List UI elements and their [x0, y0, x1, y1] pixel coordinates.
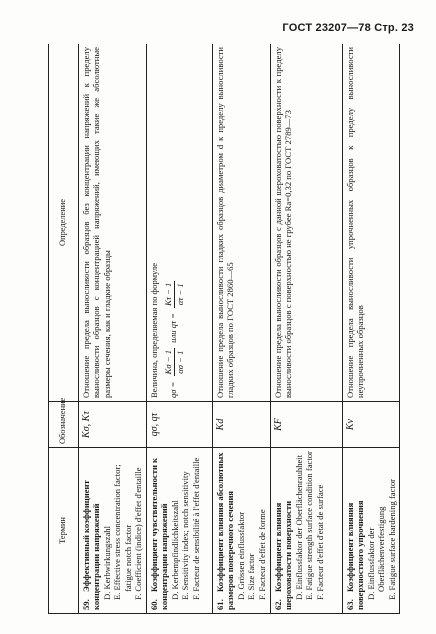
page-header: ГОСТ 23207—78 Стр. 23: [282, 22, 414, 34]
definition-cell: [147, 44, 213, 402]
column-header-symbol: Обозначение: [49, 402, 79, 448]
term-title: 60.Коэффициент чувствительности к концентрации напряжений: [149, 457, 170, 610]
column-header-definition: Определение: [49, 44, 79, 402]
rotated-table-frame: [48, 44, 400, 614]
term-translation: F. Facteur de sensibilité à l'effet d'entaille: [190, 457, 201, 600]
definition-cell: Отношение предела выносливости упрочненных образцов к пределу выносливости неупрочненных образцов: [343, 44, 400, 402]
term-title: 62.Коэффициент влияния шероховатости поверхности: [273, 500, 294, 610]
symbol-cell: Kd: [213, 402, 271, 448]
term-translation: E. Sensitivity index; notch sensitivity: [180, 471, 191, 600]
term-title: 59.Эффективный коэффициент концентрации напряжений: [81, 480, 102, 610]
term-cell: [79, 448, 147, 614]
column-header-term: Термин: [49, 448, 79, 614]
term-title: 63.Коэффициент влияния поверхностного упрочнения: [345, 500, 366, 610]
term-title: 61.Коэффициент влияния абсолютных размеров поперечного сечения: [215, 452, 236, 610]
formula: qσ = Kσ − 1 ασ − 1 или qτ = Kτ − 1 ατ − 1: [163, 282, 185, 398]
term-translation: D. Grössen einflussfaktor: [235, 511, 246, 600]
term-cell: [213, 448, 271, 614]
term-translation: D. Einflussfaktor der Oberflächenverfestigung: [365, 506, 387, 600]
symbol-cell: Kv: [343, 402, 400, 448]
definition-cell: Отношение предела выносливости гладких образцов диаметром d к пределу выносливости гладких образцов по ГОСТ 2860—65: [213, 44, 271, 402]
table-body: [79, 44, 400, 614]
term-translation: D. Kerbempfindlichkeitszahl: [169, 500, 180, 600]
term-translation: E. Size factor: [246, 553, 257, 600]
term-translation: E. Fatigue surface hardening factor: [386, 479, 397, 600]
term-translation: D. Einflussfaktor der Oberflächenrauhheit: [293, 454, 304, 600]
definition-cell: Отношение предела выносливости образцов с данной шероховатостью поверхности к пределу выносливости образцов с поверхностью не грубее Ra=0,32 по ГОСТ 2789—73: [271, 44, 343, 402]
table-row: [343, 44, 400, 614]
terms-table: [48, 44, 400, 614]
table-row: [79, 44, 147, 614]
table-row: [147, 44, 213, 614]
term-cell: [343, 448, 400, 614]
symbol-cell: qσ, qτ: [147, 402, 213, 448]
term-translation: F. Facteur d'effet de forme: [256, 509, 267, 600]
term-translation: E. Fatigue strength surface condition factor: [304, 451, 315, 600]
term-translation: F. Coefficient (indice) d'effet d'entaille: [133, 467, 144, 600]
definition-text: Величина, определяемая по формуле: [149, 262, 159, 398]
symbol-cell: KF: [271, 402, 343, 448]
definition-cell: Отношение предела выносливости образцов без концентрации напряжений к пределу выносливости образцов с концентрацией напряжений, имеющих такие же абсолютные размеры сечения, как и гладкие образцы: [79, 44, 147, 402]
term-translation: E. Effective stress concentration factor; fatigue notch factor: [112, 464, 133, 600]
term-translation: F. Facteur d'effet d'etat de surface: [314, 484, 325, 600]
table-row: [213, 44, 271, 614]
term-cell: [147, 448, 213, 614]
term-translation: D. Kerbwirkungszahl: [101, 526, 112, 600]
rotated-content: [48, 44, 400, 614]
term-cell: [271, 448, 343, 614]
formula-fraction: Kτ − 1 ατ − 1: [163, 282, 185, 306]
symbol-cell: Kσ, Kτ: [79, 402, 147, 448]
formula-fraction: Kσ − 1 ασ − 1: [163, 349, 185, 375]
table-row: [271, 44, 343, 614]
